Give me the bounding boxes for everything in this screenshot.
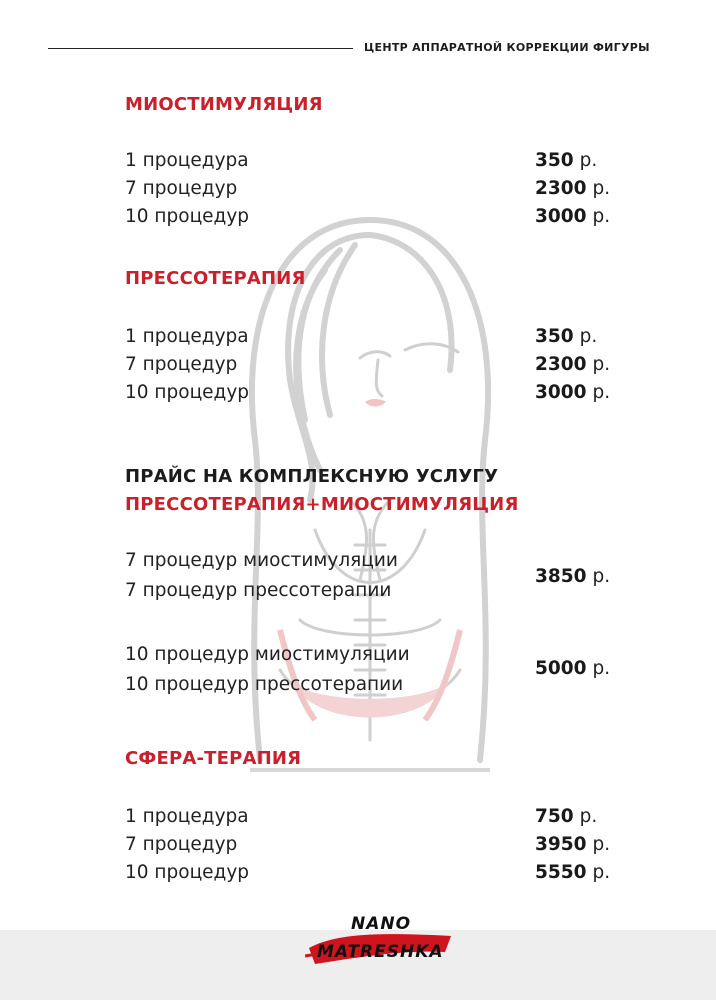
row-label: 1 процедура [125,326,249,347]
row-label: 1 процедура [125,806,249,827]
package-line: 10 процедур миостимуляции [125,644,410,665]
price-row [0,178,716,206]
row-price: 3950 р. [535,834,611,855]
price-row [0,806,716,834]
row-price: 3000 р. [535,206,611,227]
row-price: 2300 р. [535,178,611,199]
row-price: 5550 р. [535,862,611,883]
row-price: 3000 р. [535,382,611,403]
package-row [0,644,716,706]
section-title-pressotherapy: ПРЕССОТЕРАПИЯ [125,268,306,289]
price-row [0,150,716,178]
row-price: 750 р. [535,806,598,827]
row-price: 350 р. [535,150,598,171]
row-label: 7 процедур [125,354,238,375]
price-row [0,862,716,890]
package-line: 7 процедур миостимуляции [125,550,398,571]
section-title-complex: ПРАЙС НА КОМПЛЕКСНУЮ УСЛУГУ [125,466,499,487]
section-title-myostim: МИОСТИМУЛЯЦИЯ [125,94,323,115]
row-price: 2300 р. [535,354,611,375]
price-row [0,834,716,862]
package-price: 3850 р. [535,566,611,587]
row-price: 350 р. [535,326,598,347]
logo-line1: NANO [351,914,412,934]
package-price: 5000 р. [535,658,611,679]
brand-logo [305,912,455,972]
package-line: 10 процедур прессотерапии [125,674,404,695]
row-label: 10 процедур [125,862,250,883]
package-line: 7 процедур прессотерапии [125,580,392,601]
price-row [0,354,716,382]
header-rule [48,48,353,49]
row-label: 1 процедура [125,150,249,171]
package-row [0,550,716,612]
price-row [0,326,716,354]
section-title-sphere: СФЕРА-ТЕРАПИЯ [125,748,302,769]
header-title: ЦЕНТР АППАРАТНОЙ КОРРЕКЦИИ ФИГУРЫ [364,41,650,54]
section-subtitle-complex: ПРЕССОТЕРАПИЯ+МИОСТИМУЛЯЦИЯ [125,494,519,515]
row-label: 7 процедур [125,178,238,199]
row-label: 7 процедур [125,834,238,855]
row-label: 10 процедур [125,382,250,403]
row-label: 10 процедур [125,206,250,227]
price-row [0,206,716,234]
logo-line2: MATRESHKA [317,942,444,962]
price-row [0,382,716,410]
